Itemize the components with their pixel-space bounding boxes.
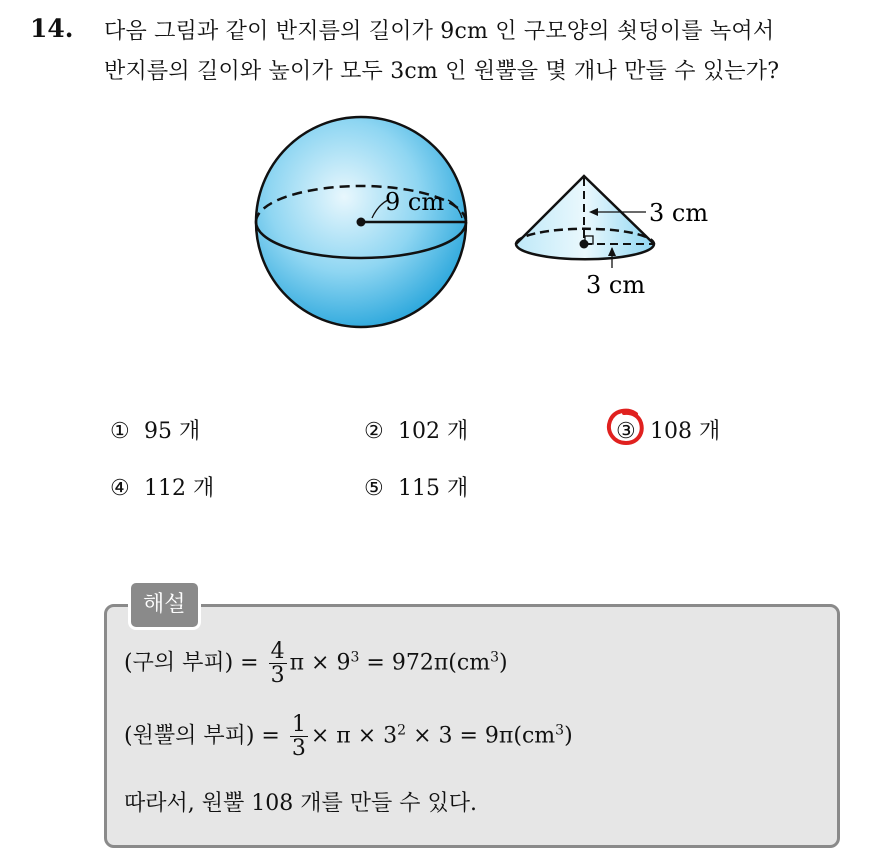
cone-radius-label: 3 cm [586, 271, 646, 299]
choice-number: ⑤ [364, 476, 384, 501]
choice-number: ③ [616, 419, 636, 444]
solution-line-1: (구의 부피) = $\frac{4}{3}$ $\pi \times 9^3 = 972\pi(cm^3)$ [124, 639, 508, 689]
question-number: 14. [30, 14, 74, 43]
choice-5[interactable] [364, 471, 468, 502]
question-text-line-2: 반지름의 길이와 높이가 모두 3cm 인 원뿔을 몇 개나 만들 수 있는가? [104, 59, 780, 84]
choice-text: 112 개 [144, 476, 215, 501]
answer-circle-mark [606, 407, 646, 447]
solution-line-2: (원뿔의 부피) = $\frac{1}{3}$ × $\pi \times 3^2 \times 3 = 9\pi(cm^3)$ [124, 712, 573, 762]
figure [0, 0, 884, 400]
choice-number: ④ [110, 476, 130, 501]
choice-text: 108 개 [650, 419, 721, 444]
cone-height-label: 3 cm [649, 199, 709, 227]
choice-1[interactable] [110, 414, 200, 445]
sphere-center [357, 218, 366, 227]
choice-number: ② [364, 419, 384, 444]
sphere-radius-label: 9 cm [385, 188, 445, 216]
choice-text: 95 개 [144, 419, 201, 444]
fraction: $\frac{4}{3}$ [270, 639, 285, 689]
choice-number: ① [110, 419, 130, 444]
choice-2[interactable] [364, 414, 468, 445]
choice-text: 115 개 [398, 476, 469, 501]
choice-4[interactable] [110, 471, 214, 502]
solution-line-3: 따라서, 원뿔 108 개를 만들 수 있다. [124, 791, 477, 816]
question-text-line-1: 다음 그림과 같이 반지름의 길이가 9cm 인 구모양의 쇳덩이를 녹여서 [104, 19, 775, 44]
choice-text: 102 개 [398, 419, 469, 444]
solution-tag: 해설 [128, 580, 201, 630]
fraction: $\frac{1}{3}$ [291, 712, 306, 762]
